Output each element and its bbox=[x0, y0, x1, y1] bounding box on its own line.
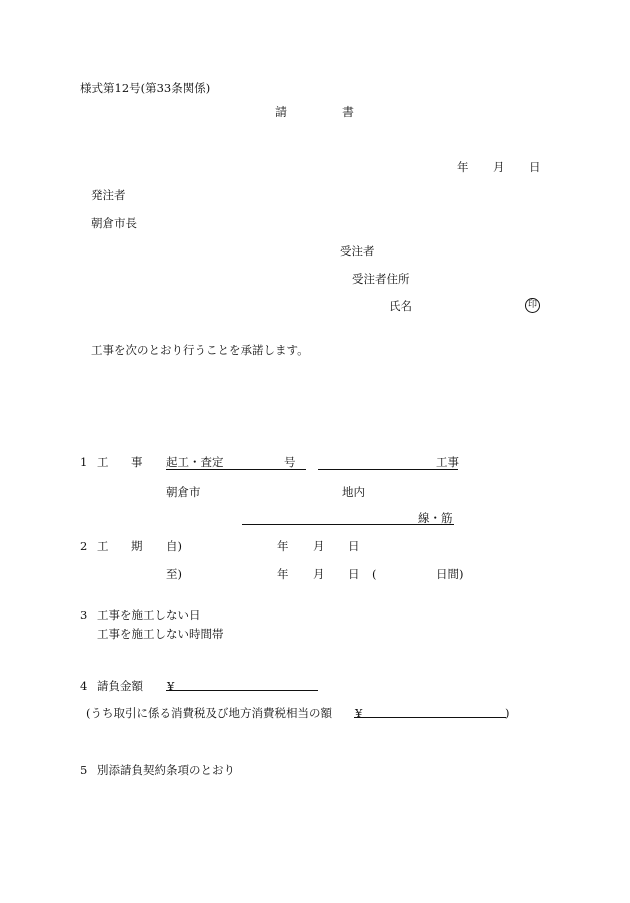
item1-type: 起工・査定 bbox=[166, 455, 224, 469]
item5-number: 5 bbox=[80, 763, 88, 777]
item1-city: 朝倉市 bbox=[166, 485, 201, 499]
item2-from: 自) bbox=[166, 539, 182, 553]
item1-label-a: 工 bbox=[97, 455, 109, 469]
item2-to-day: 日 bbox=[348, 567, 360, 581]
item1-line-suffix: 線・筋 bbox=[418, 511, 453, 525]
item4-tax-underline bbox=[354, 717, 506, 718]
orderer-name: 朝倉市長 bbox=[91, 216, 137, 230]
date-day-label: 日 bbox=[529, 160, 541, 174]
item4-number: 4 bbox=[80, 679, 88, 693]
item2-paren-open: ( bbox=[372, 567, 377, 581]
item2-number: 2 bbox=[80, 539, 88, 553]
seal-mark: 印 bbox=[525, 298, 540, 313]
item4-tax-label: (うち取引に係る消費税及び地方消費税相当の額 bbox=[86, 706, 332, 720]
item1-chinai: 地内 bbox=[342, 485, 365, 499]
item4-label: 請負金額 bbox=[97, 679, 143, 693]
item2-from-year: 年 bbox=[277, 539, 289, 553]
item3-number: 3 bbox=[80, 608, 88, 622]
item1-type-underline bbox=[166, 469, 306, 470]
item1-label-b: 事 bbox=[131, 455, 143, 469]
item1-kouji: 工事 bbox=[436, 455, 459, 469]
item1-name-underline bbox=[318, 469, 458, 470]
item1-go: 号 bbox=[284, 455, 296, 469]
item2-label-b: 期 bbox=[131, 539, 143, 553]
acceptance-statement: 工事を次のとおり行うことを承諾します。 bbox=[91, 343, 309, 357]
item2-to: 至) bbox=[166, 567, 182, 581]
contractor-label: 受注者 bbox=[340, 244, 375, 258]
orderer-label: 発注者 bbox=[91, 188, 126, 202]
item4-yen: ¥ bbox=[167, 679, 175, 693]
item3-line2: 工事を施工しない時間帯 bbox=[97, 627, 224, 641]
date-month-label: 月 bbox=[493, 160, 505, 174]
date-year-label: 年 bbox=[457, 160, 469, 174]
item2-from-day: 日 bbox=[348, 539, 360, 553]
title-char-1: 請 bbox=[275, 105, 288, 119]
item4-amount-underline bbox=[166, 690, 318, 691]
title-char-2: 書 bbox=[342, 105, 355, 119]
item4-paren-close: ) bbox=[505, 706, 510, 720]
contractor-address-label: 受注者住所 bbox=[352, 272, 410, 286]
item1-number: 1 bbox=[80, 455, 88, 469]
item2-to-month: 月 bbox=[313, 567, 325, 581]
item2-to-year: 年 bbox=[277, 567, 289, 581]
item3-line1: 工事を施工しない日 bbox=[97, 608, 201, 622]
item4-tax-yen: ¥ bbox=[355, 706, 363, 720]
form-number: 様式第12号(第33条関係) bbox=[80, 81, 211, 95]
item2-days: 日間) bbox=[436, 567, 464, 581]
item2-label-a: 工 bbox=[97, 539, 109, 553]
item5-label: 別添請負契約条項のとおり bbox=[97, 763, 235, 777]
contractor-name-label: 氏名 bbox=[389, 299, 412, 313]
item2-from-month: 月 bbox=[313, 539, 325, 553]
